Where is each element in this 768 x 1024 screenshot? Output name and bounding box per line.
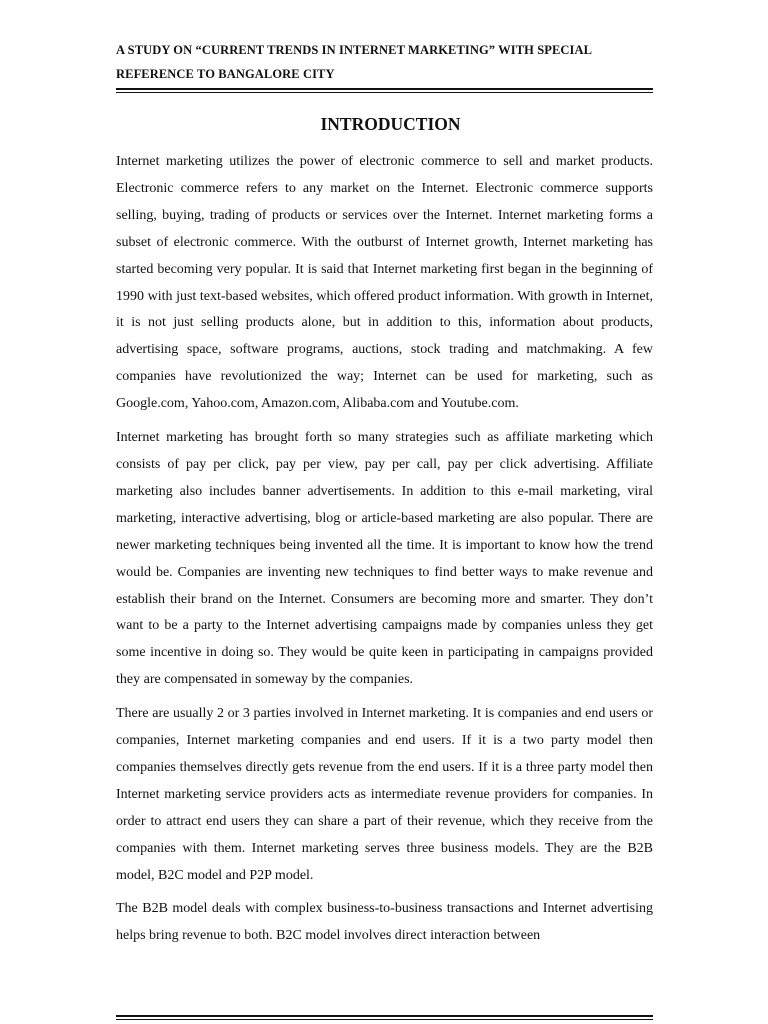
footer-rule (116, 1015, 653, 1020)
section-title: INTRODUCTION (320, 114, 461, 134)
header-rule (116, 88, 653, 93)
paragraph-2: Internet marketing has brought forth so many strategies such as affiliate marketing which consists of pay per click, pay per view, pay per call, pay per click advertising. Affiliate marketing also includes banner advertisements. In addition to this e-mail marketing, viral marketing, interactive advertising, blog or article-based marketing are also popular. There are newer marketing techniques being invented all the time. It is important to know how the trend would be. Companies are inventing new techniques to find better ways to make revenue and establish their brand on the Internet. Consumers are becoming more and smarter. They don’t want to be a party to the Internet advertising campaigns made by companies unless they get some incentive in doing so. They would be quite keen in participating in campaigns provided they are compensated in someway by the companies. (116, 430, 653, 688)
paragraph-3: There are usually 2 or 3 parties involved in Internet marketing. It is companies and end users or companies, Internet marketing companies and end users. If it is a two party model then companies themselves directly gets revenue from the end users. If it is a three party model then Internet marketing service providers acts as intermediate revenue providers for companies. In order to attract end users they can share a part of their revenue, which they receive from the companies with them. Internet marketing serves three business models. They are the B2B model, B2C model and P2P model. (116, 706, 653, 883)
document-page (116, 38, 653, 950)
paragraph-1: Internet marketing utilizes the power of electronic commerce to sell and market products. Electronic commerce refers to any market on the Internet. Electronic commerce supports selling, buying, trading of products or services over the Internet. Internet marketing forms a subset of electronic commerce. With the outburst of Internet growth, Internet marketing has started becoming very popular. It is said that Internet marketing first began in the beginning of 1990 with just text-based websites, which offered product information. With growth in Internet, it is not just selling products alone, but in addition to this, information about products, advertising space, software programs, auctions, stock trading and matchmaking. A few companies have revolutionized the way; Internet can be used for marketing, such as Google.com, Yahoo.com, Amazon.com, Alibaba.com and Youtube.com. (116, 154, 653, 412)
header-line-1: A STUDY ON “CURRENT TRENDS IN INTERNET MARKETING” WITH SPECIAL (116, 43, 593, 57)
paragraph-4: The B2B model deals with complex business-to-business transactions and Internet advertising helps bring revenue to both. B2C model involves direct interaction between (116, 901, 653, 944)
running-header (116, 38, 653, 86)
header-line-2: REFERENCE TO BANGALORE CITY (116, 67, 335, 81)
